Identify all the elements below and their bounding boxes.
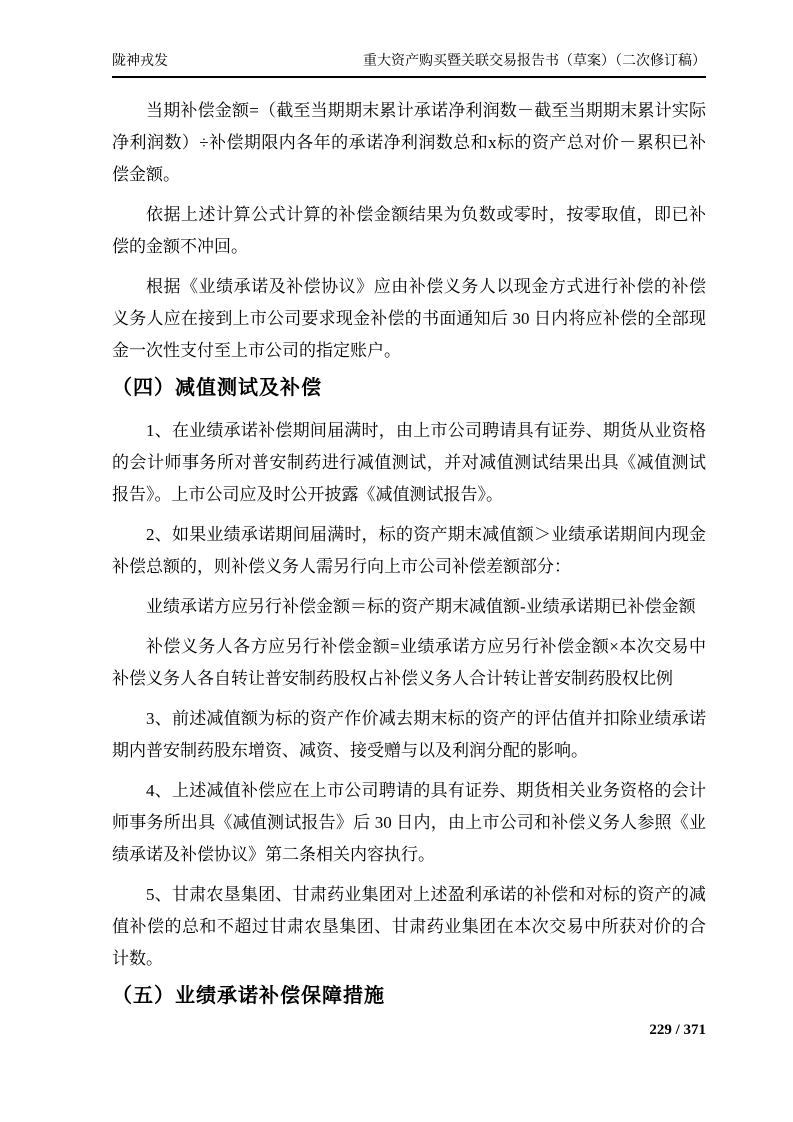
paragraph-formula-obligors: 补偿义务人各方应另行补偿金额=业绩承诺方应另行补偿金额×本次交易中补偿义务人各自转让普安制药股权占补偿义务人合计转让普安制药股权比例 [112, 637, 706, 688]
paragraph-compensation-formula: 当期补偿金额=（截至当期期末累计承诺净利润数－截至当期期末累计实际净利润数）÷补偿期限内各年的承诺净利润数总和x标的资产总对价－累积已补偿金额。 [112, 101, 706, 184]
paragraph-formula-promisor: 业绩承诺方应另行补偿金额＝标的资产期末减值额-业绩承诺期已补偿金额 [146, 597, 696, 616]
paragraph-item-2: 2、如果业绩承诺期间届满时，标的资产期末减值额＞业绩承诺期间内现金补偿总额的，则补偿义务人需另行向上市公司补偿差额部分： [112, 525, 706, 576]
page-number: 229 / 371 [649, 1022, 706, 1038]
paragraph-item-4: 4、上述减值补偿应在上市公司聘请的具有证券、期货相关业务资格的会计师事务所出具《减值测试报告》后 30 日内，由上市公司和补偿义务人参照《业绩承诺及补偿协议》第二条相关内容执行。 [112, 781, 706, 864]
header-company-name: 陇神戎发 [112, 54, 168, 69]
paragraph-item-3: 3、前述减值额为标的资产作价减去期末标的资产的评估值并扣除业绩承诺期内普安制药股东增资、减资、接受赠与以及利润分配的影响。 [112, 709, 706, 760]
paragraph-cash-payment-30-days: 根据《业绩承诺及补偿协议》应由补偿义务人以现金方式进行补偿的补偿义务人应在接到上市公司要求现金补偿的书面通知后 30 日内将应补偿的全部现金一次性支付至上市公司的指定账户。 [112, 277, 706, 360]
section-heading-impairment-test: （四）减值测试及补偿 [112, 377, 322, 399]
paragraph-item-5: 5、甘肃农垦集团、甘肃药业集团对上述盈利承诺的补偿和对标的资产的减值补偿的总和不超过甘肃农垦集团、甘肃药业集团在本次交易中所获对价的合计数。 [112, 885, 706, 968]
paragraph-item-1: 1、在业绩承诺补偿期间届满时，由上市公司聘请具有证券、期货从业资格的会计师事务所对普安制药进行减值测试，并对减值测试结果出具《减值测试报告》。上市公司应及时公开披露《减值测试报告》。 [112, 421, 706, 504]
paragraph-negative-or-zero: 依据上述计算公式计算的补偿金额结果为负数或零时，按零取值，即已补偿的金额不冲回。 [112, 205, 706, 256]
document-body [112, 95, 706, 1023]
page-header [112, 50, 706, 78]
header-report-title: 重大资产购买暨关联交易报告书（草案）（二次修订稿） [363, 54, 706, 69]
section-heading-guarantee-measures: （五）业绩承诺补偿保障措施 [112, 985, 385, 1007]
